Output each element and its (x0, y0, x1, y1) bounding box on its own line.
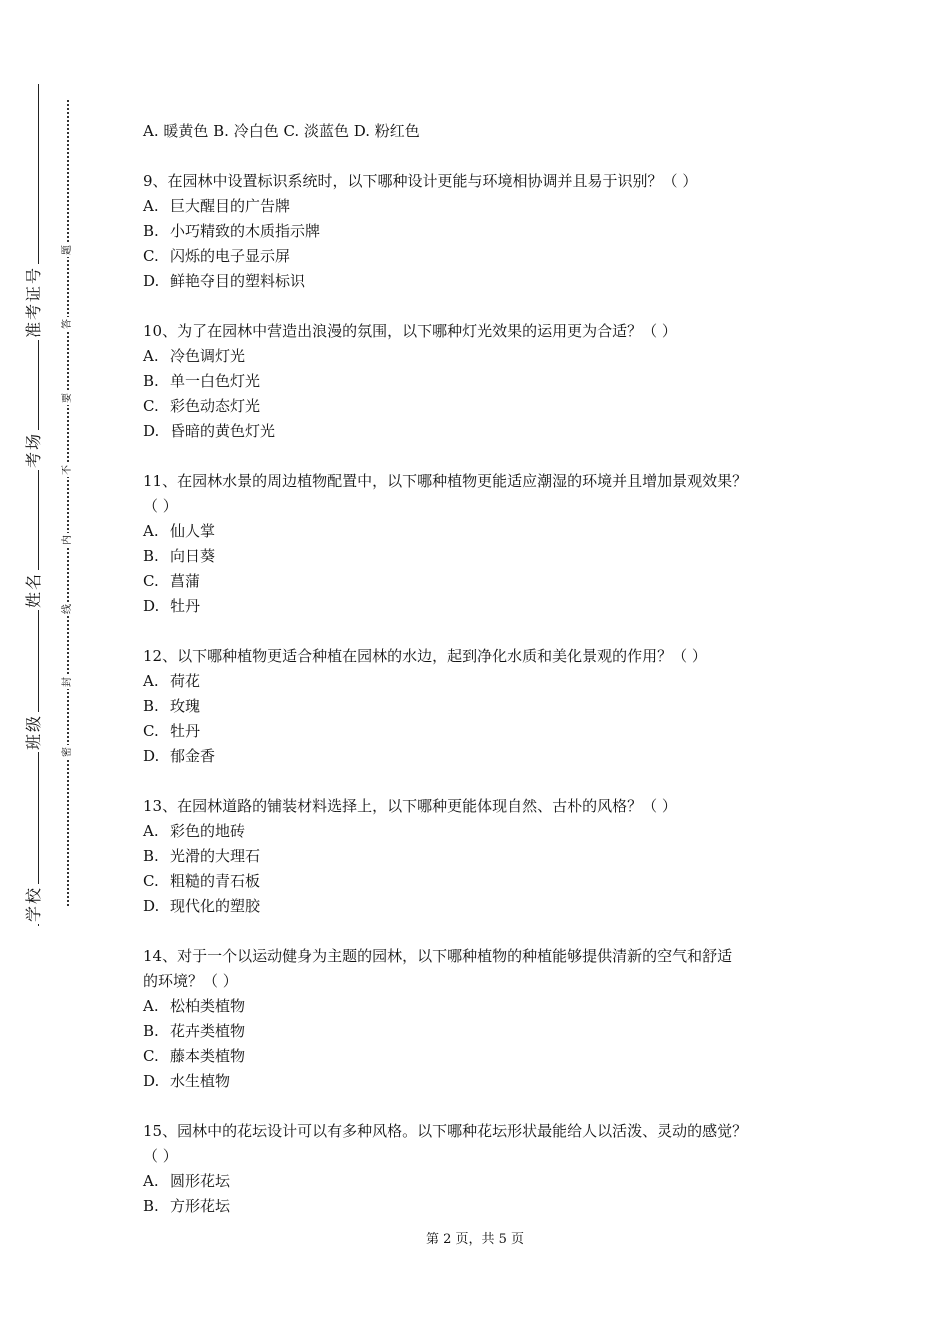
option-letter: B. (143, 697, 159, 715)
option-text: 圆形花坛 (170, 1172, 231, 1190)
option-letter: A. (143, 347, 159, 365)
question-title: 13、在园林道路的铺装材料选择上，以下哪种更能体现自然、古朴的风格？（ ） (143, 797, 677, 815)
question-title-continued: （ ） (143, 1147, 178, 1165)
option-text: 玫瑰 (170, 697, 201, 715)
option-c (143, 719, 823, 744)
option-letter: C. (143, 247, 159, 265)
option-text: 方形花坛 (170, 1197, 231, 1215)
option-b (143, 219, 823, 244)
option-letter: A. (143, 997, 159, 1015)
option-text: 光滑的大理石 (170, 847, 261, 865)
option-d (143, 419, 823, 444)
option-d (143, 744, 823, 769)
seal-char: 密 (62, 747, 73, 757)
question-title: 14、对于一个以运动健身为主题的园林，以下哪种植物的种植能够提供清新的空气和舒适 (143, 947, 733, 965)
option-text: 牡丹 (170, 597, 201, 615)
question-title: 11、在园林水景的周边植物配置中，以下哪种植物更能适应潮湿的环境并且增加景观效果？ (143, 472, 748, 490)
option-a (143, 994, 823, 1019)
option-b (143, 1194, 823, 1219)
exam-room-field: 考场 (24, 431, 43, 468)
option-letter: A. (143, 522, 159, 540)
page-footer: 第 2 页，共 5 页 (425, 1232, 525, 1247)
question-10 (143, 319, 823, 444)
option-b (143, 694, 823, 719)
previous-question-options: A. 暖黄色 B. 冷白色 C. 淡蓝色 D. 粉红色 (143, 122, 420, 140)
option-a (143, 669, 823, 694)
option-a (143, 194, 823, 219)
option-text: 仙人掌 (170, 522, 216, 540)
option-d (143, 594, 823, 619)
option-text: 郁金香 (170, 747, 216, 765)
option-letter: C. (143, 397, 159, 415)
seal-char: 答 (62, 319, 73, 329)
option-letter: D. (143, 897, 160, 915)
question-9 (143, 169, 823, 294)
option-letter: D. (143, 747, 160, 765)
option-text: 巨大醒目的广告牌 (170, 197, 291, 215)
option-text: 荷花 (170, 672, 201, 690)
option-text: 现代化的塑胶 (170, 897, 261, 915)
option-letter: B. (143, 222, 159, 240)
seal-char: 线 (62, 604, 73, 614)
option-letter: B. (143, 1022, 159, 1040)
exam-number-field: 准考证号 (24, 265, 43, 338)
question-title-continued: （ ） (143, 497, 178, 515)
option-text: 彩色动态灯光 (170, 397, 261, 415)
option-text: 向日葵 (170, 547, 216, 565)
question-11 (143, 469, 823, 619)
option-letter: C. (143, 722, 159, 740)
seal-char: 题 (62, 245, 73, 255)
option-b (143, 369, 823, 394)
question-title: 10、为了在园林中营造出浪漫的氛围，以下哪种灯光效果的运用更为合适？（ ） (143, 322, 677, 340)
option-letter: B. (143, 1197, 159, 1215)
option-text: 松柏类植物 (170, 997, 246, 1015)
option-b (143, 844, 823, 869)
question-title-continued: 的环境？（ ） (143, 972, 238, 990)
option-d (143, 269, 823, 294)
school-field: 学校 (24, 885, 43, 922)
option-letter: A. (143, 1172, 159, 1190)
option-text: 菖蒲 (170, 572, 201, 590)
option-letter: D. (143, 1072, 160, 1090)
option-text: 冷色调灯光 (170, 347, 246, 365)
option-letter: B. (143, 847, 159, 865)
option-letter: A. (143, 822, 159, 840)
option-text: 鲜艳夺目的塑料标识 (170, 272, 306, 290)
name-field: 姓名 (24, 571, 43, 608)
option-a (143, 344, 823, 369)
option-letter: B. (143, 372, 159, 390)
option-text: 粗糙的青石板 (170, 872, 261, 890)
option-b (143, 1019, 823, 1044)
option-a (143, 1169, 823, 1194)
option-c (143, 394, 823, 419)
option-a (143, 819, 823, 844)
option-letter: C. (143, 1047, 159, 1065)
binding-solid-line (38, 84, 39, 926)
class-field: 班级 (24, 713, 43, 750)
option-text: 牡丹 (170, 722, 201, 740)
question-title: 9、在园林中设置标识系统时，以下哪种设计更能与环境相协调并且易于识别？（ ） (143, 172, 698, 190)
seal-char: 封 (62, 677, 73, 687)
seal-char: 要 (62, 393, 73, 403)
option-letter: B. (143, 547, 159, 565)
option-c (143, 569, 823, 594)
option-letter: A. (143, 672, 159, 690)
option-text: 花卉类植物 (170, 1022, 246, 1040)
question-list (143, 119, 823, 1219)
option-letter: C. (143, 572, 159, 590)
question-14 (143, 944, 823, 1094)
question-title: 12、以下哪种植物更适合种植在园林的水边，起到净化水质和美化景观的作用？（ ） (143, 647, 707, 665)
question-12 (143, 644, 823, 769)
seal-char: 内 (62, 535, 73, 545)
option-text: 单一白色灯光 (170, 372, 261, 390)
question-title: 15、园林中的花坛设计可以有多种风格。以下哪种花坛形状最能给人以活泼、灵动的感觉？ (143, 1122, 748, 1140)
option-a (143, 519, 823, 544)
option-text: 闪烁的电子显示屏 (170, 247, 291, 265)
option-letter: D. (143, 422, 160, 440)
option-text: 昏暗的黄色灯光 (170, 422, 276, 440)
option-text: 水生植物 (170, 1072, 231, 1090)
option-d (143, 894, 823, 919)
seal-char: 不 (62, 465, 73, 475)
option-c (143, 244, 823, 269)
option-text: 小巧精致的木质指示牌 (170, 222, 321, 240)
option-c (143, 1044, 823, 1069)
question-15 (143, 1119, 823, 1219)
option-letter: D. (143, 272, 160, 290)
option-letter: A. (143, 197, 159, 215)
option-letter: D. (143, 597, 160, 615)
option-d (143, 1069, 823, 1094)
binding-dotted-line (67, 100, 69, 906)
option-letter: C. (143, 872, 159, 890)
option-c (143, 869, 823, 894)
option-text: 藤本类植物 (170, 1047, 246, 1065)
option-b (143, 544, 823, 569)
question-13 (143, 794, 823, 919)
option-text: 彩色的地砖 (170, 822, 246, 840)
